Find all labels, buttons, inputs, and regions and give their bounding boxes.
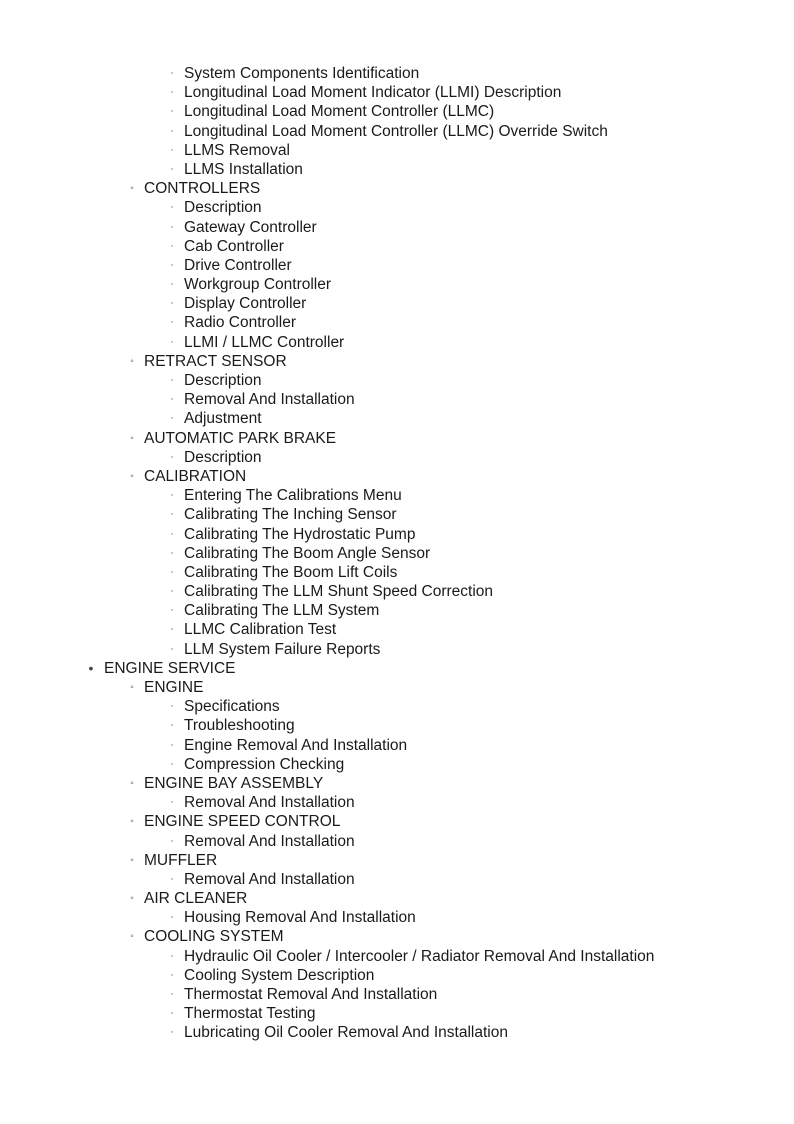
topic-item: [0, 582, 794, 601]
subsection-heading: [0, 467, 794, 486]
subsection-heading: [0, 851, 794, 870]
outline-item-label: Longitudinal Load Moment Controller (LLMC) Override Switch: [184, 122, 608, 140]
outline-item-label: AUTOMATIC PARK BRAKE: [144, 429, 337, 447]
outline-item-label: Engine Removal And Installation: [184, 736, 408, 754]
outline-item-label: Thermostat Removal And Installation: [184, 986, 438, 1003]
outline-item-label: AIR CLEANER: [144, 890, 248, 908]
topic-item: [0, 640, 794, 659]
outline-item-label: Removal And Installation: [184, 832, 355, 850]
outline-item-label: Entering The Calibrations Menu: [184, 487, 402, 505]
subsection-heading: [0, 927, 794, 946]
topic-item: [0, 755, 794, 774]
topic-item: [0, 83, 794, 102]
topic-item: [0, 601, 794, 620]
topic-item: [0, 294, 794, 313]
topic-item: [0, 985, 794, 1004]
topic-item: [0, 448, 794, 467]
subsection-heading: [0, 889, 794, 908]
topic-item: [0, 409, 794, 428]
outline-item-label: Workgroup Controller: [184, 276, 332, 294]
square-bullet-icon: ▫: [170, 338, 174, 346]
topic-item: [0, 1023, 794, 1042]
square-bullet-icon: ▫: [170, 588, 174, 596]
square-bullet-icon: ▫: [170, 89, 174, 97]
outline-item-label: LLMS Installation: [184, 160, 303, 178]
square-bullet-icon: ▫: [170, 492, 174, 500]
circle-bullet-icon: ◦: [130, 893, 134, 905]
outline-item-label: Longitudinal Load Moment Controller (LLMC): [184, 103, 495, 121]
topic-item: [0, 870, 794, 889]
square-bullet-icon: ▫: [170, 242, 174, 250]
table-of-contents: [0, 64, 794, 1043]
topic-item: [0, 832, 794, 851]
circle-bullet-icon: ◦: [130, 183, 134, 195]
outline-item-label: Calibrating The Boom Angle Sensor: [184, 544, 431, 562]
circle-bullet-icon: ◦: [130, 682, 134, 693]
outline-item-label: Calibrating The LLM Shunt Speed Correction: [184, 583, 494, 601]
disc-bullet-icon: •: [88, 659, 94, 676]
square-bullet-icon: ▫: [170, 914, 174, 922]
subsection-heading: [0, 429, 794, 448]
square-bullet-icon: ▫: [170, 204, 174, 212]
outline-item-label: Drive Controller: [184, 256, 292, 274]
outline-item-label: Specifications: [184, 698, 280, 716]
topic-item: [0, 275, 794, 294]
topic-item: [0, 218, 794, 237]
outline-item-label: CALIBRATION: [144, 467, 247, 485]
square-bullet-icon: ▫: [170, 70, 174, 77]
topic-item: [0, 333, 794, 352]
topic-item: [0, 1004, 794, 1023]
topic-item: [0, 160, 794, 179]
outline-item-label: Calibrating The LLM System: [184, 602, 380, 620]
outline-item-label: ENGINE SPEED CONTROL: [144, 813, 341, 831]
outline-item-label: CONTROLLERS: [144, 180, 261, 198]
square-bullet-icon: ▫: [170, 991, 174, 998]
topic-item: [0, 486, 794, 505]
square-bullet-icon: ▫: [170, 530, 174, 538]
outline-item-label: Compression Checking: [184, 755, 345, 773]
outline-item-label: Removal And Installation: [184, 794, 355, 812]
outline-item-label: Housing Removal And Installation: [184, 909, 416, 927]
topic-item: [0, 237, 794, 256]
square-bullet-icon: ▫: [170, 1010, 174, 1018]
square-bullet-icon: ▫: [170, 722, 174, 730]
square-bullet-icon: ▫: [170, 165, 174, 173]
square-bullet-icon: ▫: [170, 377, 174, 384]
topic-item: [0, 716, 794, 735]
section-heading: [0, 659, 794, 678]
square-bullet-icon: ▫: [170, 127, 174, 135]
circle-bullet-icon: ◦: [130, 777, 134, 789]
square-bullet-icon: ▫: [170, 108, 174, 116]
square-bullet-icon: ▫: [170, 645, 174, 653]
topic-item: [0, 64, 794, 83]
square-bullet-icon: ▫: [170, 875, 174, 883]
square-bullet-icon: ▫: [170, 952, 174, 960]
topic-item: [0, 525, 794, 544]
square-bullet-icon: ▫: [170, 319, 174, 327]
square-bullet-icon: ▫: [170, 703, 174, 711]
outline-item-label: Radio Controller: [184, 314, 296, 332]
subsection-heading: [0, 678, 794, 697]
square-bullet-icon: ▫: [170, 626, 174, 634]
outline-item-label: System Components Identification: [184, 65, 420, 82]
outline-item-label: ENGINE SERVICE: [104, 659, 236, 677]
outline-item-label: Thermostat Testing: [184, 1005, 316, 1023]
circle-bullet-icon: ◦: [130, 816, 134, 828]
circle-bullet-icon: ◦: [130, 432, 134, 444]
square-bullet-icon: ▫: [170, 971, 174, 979]
outline-item-label: Display Controller: [184, 295, 307, 313]
square-bullet-icon: ▫: [170, 281, 174, 289]
topic-item: [0, 908, 794, 927]
outline-item-label: Troubleshooting: [184, 717, 295, 735]
outline-item-label: Lubricating Oil Cooler Removal And Installation: [184, 1024, 508, 1042]
square-bullet-icon: ▫: [170, 568, 174, 576]
topic-item: [0, 256, 794, 275]
circle-bullet-icon: ◦: [130, 854, 134, 866]
square-bullet-icon: ▫: [170, 837, 174, 845]
outline-item-label: LLMI / LLMC Controller: [184, 333, 345, 351]
outline-item-label: LLM System Failure Reports: [184, 640, 381, 658]
topic-item: [0, 102, 794, 121]
square-bullet-icon: ▫: [170, 607, 174, 615]
topic-item: [0, 563, 794, 582]
square-bullet-icon: ▫: [170, 300, 174, 308]
outline-item-label: Longitudinal Load Moment Indicator (LLMI) Description: [184, 84, 562, 102]
square-bullet-icon: ▫: [170, 741, 174, 749]
topic-item: [0, 371, 794, 390]
square-bullet-icon: ▫: [170, 799, 174, 807]
square-bullet-icon: ▫: [170, 549, 174, 557]
outline-item-label: Calibrating The Boom Lift Coils: [184, 563, 398, 581]
topic-item: [0, 505, 794, 524]
topic-item: [0, 736, 794, 755]
topic-item: [0, 620, 794, 639]
subsection-heading: [0, 774, 794, 793]
topic-item: [0, 390, 794, 409]
square-bullet-icon: ▫: [170, 1029, 174, 1037]
outline-item-label: Adjustment: [184, 410, 262, 428]
square-bullet-icon: ▫: [170, 261, 174, 269]
topic-item: [0, 966, 794, 985]
square-bullet-icon: ▫: [170, 396, 174, 404]
subsection-heading: [0, 812, 794, 831]
square-bullet-icon: ▫: [170, 760, 174, 768]
topic-item: [0, 793, 794, 812]
outline-item-label: MUFFLER: [144, 851, 218, 869]
topic-item: [0, 697, 794, 716]
square-bullet-icon: ▫: [170, 223, 174, 231]
circle-bullet-icon: ◦: [130, 931, 134, 943]
outline-item-label: Description: [184, 199, 262, 217]
outline-item-label: Removal And Installation: [184, 391, 355, 409]
outline-item-label: LLMC Calibration Test: [184, 621, 337, 639]
square-bullet-icon: ▫: [170, 415, 174, 423]
circle-bullet-icon: ◦: [130, 355, 134, 367]
outline-item-label: ENGINE: [144, 679, 204, 696]
outline-item-label: COOLING SYSTEM: [144, 928, 284, 946]
square-bullet-icon: ▫: [170, 511, 174, 519]
outline-item-label: RETRACT SENSOR: [144, 352, 287, 370]
outline-item-label: Calibrating The Inching Sensor: [184, 506, 397, 524]
topic-item: [0, 198, 794, 217]
outline-item-label: Calibrating The Hydrostatic Pump: [184, 525, 416, 543]
circle-bullet-icon: ◦: [130, 470, 134, 482]
topic-item: [0, 122, 794, 141]
topic-item: [0, 544, 794, 563]
outline-item-label: LLMS Removal: [184, 141, 290, 159]
outline-item-label: Removal And Installation: [184, 870, 355, 888]
outline-item-label: Description: [184, 448, 262, 466]
outline-item-label: Hydraulic Oil Cooler / Intercooler / Radiator Removal And Installation: [184, 947, 655, 965]
topic-item: [0, 947, 794, 966]
topic-item: [0, 313, 794, 332]
square-bullet-icon: ▫: [170, 146, 174, 154]
subsection-heading: [0, 352, 794, 371]
subsection-heading: [0, 179, 794, 198]
outline-item-label: ENGINE BAY ASSEMBLY: [144, 774, 324, 792]
outline-item-label: Gateway Controller: [184, 218, 317, 236]
square-bullet-icon: ▫: [170, 453, 174, 461]
outline-item-label: Description: [184, 372, 262, 389]
outline-item-label: Cooling System Description: [184, 966, 375, 984]
outline-item-label: Cab Controller: [184, 237, 284, 255]
topic-item: [0, 141, 794, 160]
